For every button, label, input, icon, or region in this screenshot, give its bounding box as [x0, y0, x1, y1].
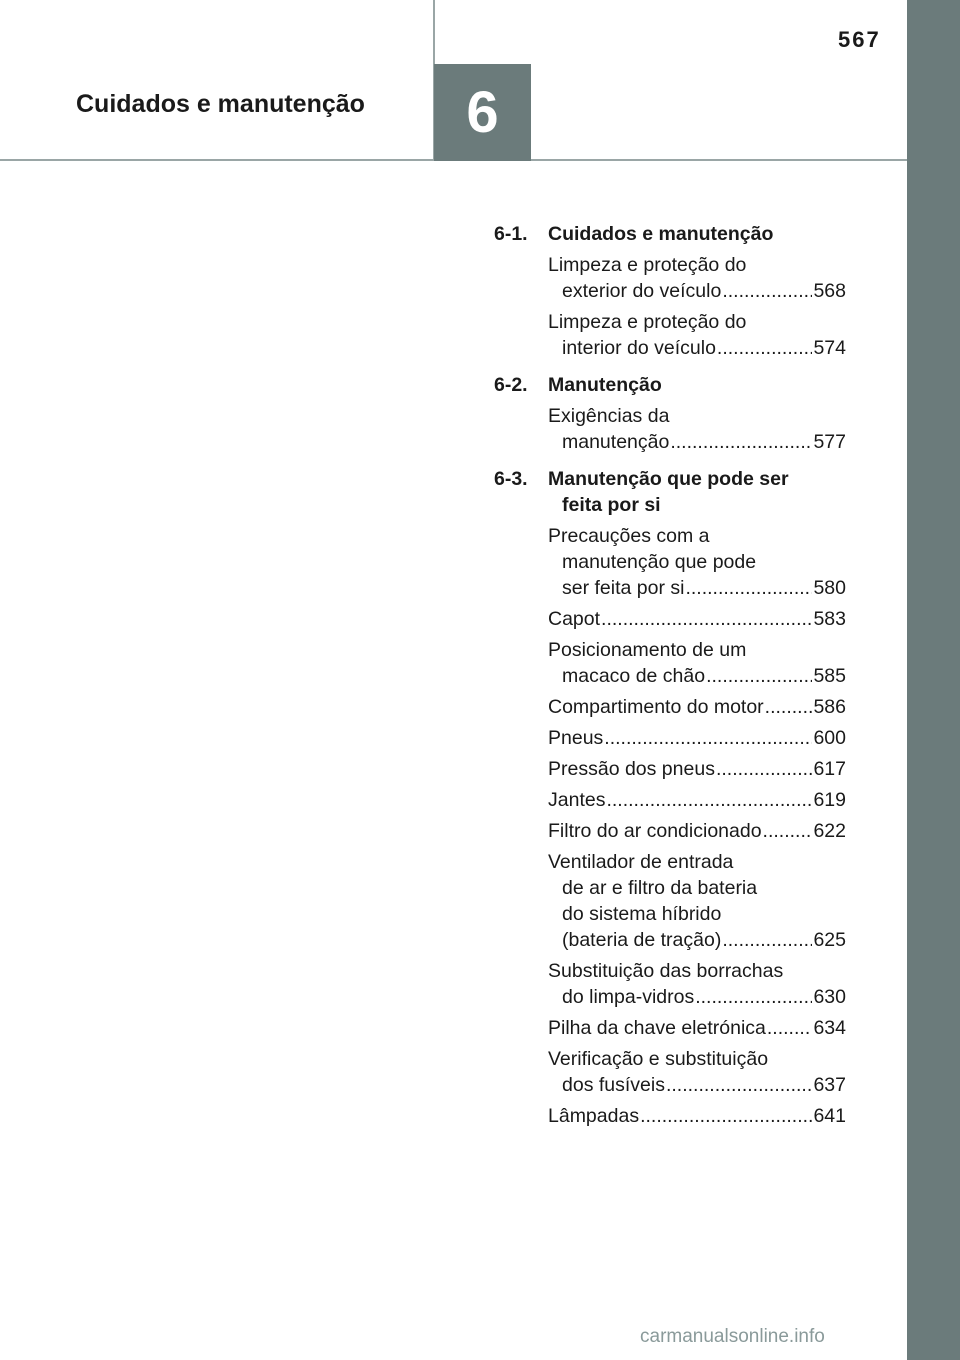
chapter-title: Cuidados e manutenção [76, 90, 365, 118]
entry-line: de ar e filtro da bateria [562, 877, 758, 899]
toc-entry-capot[interactable] [548, 606, 846, 632]
entry-page: 622 [813, 820, 846, 842]
entry-page: 577 [813, 431, 846, 453]
table-of-contents [494, 221, 846, 1134]
entry-text: Jantes [548, 789, 606, 811]
entry-line: manutenção que pode [562, 551, 757, 573]
toc-section-6-3[interactable] [494, 466, 846, 518]
entry-page: 619 [813, 789, 846, 811]
toc-entry-lampadas[interactable] [548, 1103, 846, 1129]
entry-page: 600 [813, 727, 846, 749]
section-number: 6-1. [494, 223, 528, 245]
entry-page: 634 [813, 1017, 846, 1039]
chapter-number-box [434, 64, 531, 161]
toc-entry-pilha[interactable] [548, 1015, 846, 1041]
toc-entry-exigencias[interactable] [548, 403, 846, 455]
section-number: 6-2. [494, 374, 528, 396]
chapter-number: 6 [466, 80, 499, 145]
page-number: 567 [838, 27, 881, 52]
entry-text: (bateria de tração) [562, 929, 722, 951]
entry-page: 574 [813, 337, 846, 359]
entry-page: 583 [813, 608, 846, 630]
entry-line: Substituição das borrachas [548, 960, 784, 982]
toc-entry-filtro[interactable] [548, 818, 846, 844]
toc-entry-borrachas[interactable] [548, 958, 846, 1010]
watermark: carmanualsonline.info [640, 1326, 825, 1347]
entry-page: 617 [813, 758, 846, 780]
entry-text: Pneus [548, 727, 604, 749]
toc-entry-jantes[interactable] [548, 787, 846, 813]
entry-text: manutenção [562, 431, 670, 453]
entry-line: Ventilador de entrada [548, 851, 734, 873]
entry-text: Pilha da chave eletrónica [548, 1017, 766, 1039]
entry-page: 625 [813, 929, 846, 951]
entry-text: interior do veículo [562, 337, 716, 359]
toc-entry-fusiveis[interactable] [548, 1046, 846, 1098]
entry-text: Lâmpadas [548, 1105, 640, 1127]
entry-text: do limpa-vidros [562, 986, 695, 1008]
entry-page: 586 [813, 696, 846, 718]
entry-text: exterior do veículo [562, 280, 722, 302]
entry-text: dos fusíveis [562, 1074, 665, 1096]
entry-page: 637 [813, 1074, 846, 1096]
toc-entry-macaco[interactable] [548, 637, 846, 689]
entry-text: Compartimento do motor [548, 696, 764, 718]
section-title: Manutenção [548, 374, 662, 396]
toc-entry-ventilador[interactable] [548, 849, 846, 953]
toc-entry-precaucoes[interactable] [548, 523, 846, 601]
toc-entry-pneus[interactable] [548, 725, 846, 751]
entry-page: 641 [813, 1105, 846, 1127]
entry-text: macaco de chão [562, 665, 706, 687]
entry-line: do sistema híbrido [562, 903, 722, 925]
entry-page: 630 [813, 986, 846, 1008]
section-number: 6-3. [494, 468, 528, 490]
side-tab-bar [907, 0, 960, 1360]
toc-section-6-2[interactable] [494, 372, 846, 398]
entry-text: Filtro do ar condicionado [548, 820, 762, 842]
entry-line: Limpeza e proteção do [548, 311, 747, 333]
entry-text: Pressão dos pneus [548, 758, 715, 780]
entry-line: Precauções com a [548, 525, 710, 547]
entry-text: ser feita por si [562, 577, 685, 599]
entry-line: Posicionamento de um [548, 639, 747, 661]
toc-entry-exterior[interactable] [548, 252, 846, 304]
toc-entry-motor[interactable] [548, 694, 846, 720]
toc-entry-pressao[interactable] [548, 756, 846, 782]
entry-text: Capot [548, 608, 601, 630]
entry-page: 568 [813, 280, 846, 302]
entry-page: 585 [813, 665, 846, 687]
entry-line: Verificação e substituição [548, 1048, 769, 1070]
section-title-line: Manutenção que pode ser [548, 468, 789, 490]
toc-entry-interior[interactable] [548, 309, 846, 361]
entry-line: Exigências da [548, 405, 670, 427]
toc-section-6-1[interactable] [494, 221, 846, 247]
section-title: Cuidados e manutenção [548, 223, 774, 245]
section-title-line: feita por si [562, 494, 661, 516]
entry-page: 580 [813, 577, 846, 599]
section-title [548, 466, 789, 518]
entry-line: Limpeza e proteção do [548, 254, 747, 276]
